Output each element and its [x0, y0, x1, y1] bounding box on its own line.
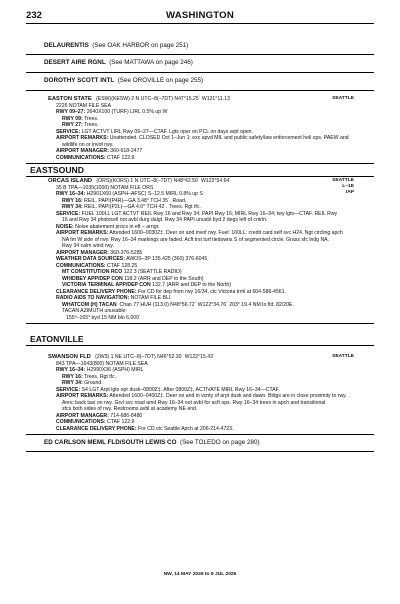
airport-identifier-line: (2W3) 1 NE UTC–8(–7DT) N46°52.30´ W122°15.43´: [95, 354, 215, 360]
entry-name: ED CARLSON MEML FLD/SOUTH LEWIS CO: [44, 439, 177, 446]
service-line: SERVICE: FUEL 100LL LGT ACTVT REIL Rwy 16 and Rwy 34; PAPI Rwy 16; MIRL Rwy 16–34; twy lgts—CTAF. REIL Rwy: [56, 210, 338, 217]
airport-remarks: AIRPORT REMARKS: Attended 1600–0400Z‡. Deer on and in vcnty of arpt dusk and dawn. Bldgs are in close proximity to rwy.: [56, 393, 347, 399]
approach-plates: IAP: [345, 190, 354, 196]
entry-divider: [26, 90, 374, 91]
entry-reference: (See OROVILLE on page 255): [117, 77, 204, 84]
enroute-chart: L–1E: [342, 184, 354, 190]
entry-name: DOROTHY SCOTT INTL: [44, 77, 115, 84]
entry-delaurentis: [44, 43, 188, 49]
runway-end-16: RWY 16: Trees. Rgt tfc.: [62, 373, 117, 380]
sectional-chart: SEATTLE: [332, 178, 354, 183]
airport-header-line: [48, 178, 231, 184]
airport-info-line: 843 TPA—1643(800) NOTAM FILE SEA: [56, 360, 148, 367]
page-number: 232: [26, 10, 43, 21]
runway-line: RWY 09–27: 2640X100 (TURF) LIRL 0.5% up W: [56, 109, 168, 115]
entry-ed-carlson: [44, 440, 260, 446]
airport-manager: AIRPORT MANAGER: 360-618-2477: [56, 148, 143, 154]
airport-remarks: AIRPORT REMARKS: Unattended. CLOSED Oct 1–Jun 1; exc apvd MIL and public safety/law enforcement heli ops. PAEW and: [56, 135, 349, 141]
airport-name: SWANSON FLD: [48, 354, 91, 360]
entry-divider: [26, 323, 374, 324]
entry-reference: (See OAK HARBOR on page 251): [92, 42, 189, 49]
state-title: WASHINGTON: [166, 10, 234, 21]
airport-remarks-cont: NA fm W side of rwy. Rwy 16–34 markings are faded. Acft trst turf tiedowns S of segmented circle. Grass sfc lndg NA.: [62, 236, 330, 243]
weather-data-sources: WEATHER DATA SOURCES: AWOS–3P 135.425 (360) 376-6045.: [56, 256, 209, 262]
section-rule: [26, 345, 374, 346]
airport-manager: AIRPORT MANAGER: 714-686-8480: [56, 412, 143, 419]
airport-info-line: 2226 NOTAM FILE SEA: [56, 102, 112, 109]
airport-identifier-line: (ORS)(KORS) 1 N UTC–8(–7DT) N48°42.50´ W122°54.64´: [96, 178, 232, 184]
entry-dorothy-scott: [44, 78, 203, 84]
radio-aids: RADIO AIDS TO NAVIGATION: NOTAM FILE BLI.: [56, 295, 172, 301]
runway-end-34: RWY 34: Ground.: [62, 380, 103, 386]
navaid-line: WHATCOM (H) TACAN Chan 77 HUH (113.0) N48°56.72´ W122°34.76´ 203° 19.4 NM to fld. 82/20E.: [62, 301, 294, 308]
city-heading: EASTSOUND: [30, 165, 84, 175]
city-heading: EATONVILLE: [30, 334, 84, 344]
runway-end-09: RWY 09: Trees.: [62, 115, 99, 122]
entry-divider: [26, 163, 374, 164]
entry-divider: [26, 434, 374, 435]
entry-reference: (See MATTAWA on page 246): [109, 59, 193, 66]
effective-dates: NW, 14 MAY 2026 to 9 JUL 2026: [163, 572, 237, 577]
entry-name: DESERT AIRE RGNL: [44, 59, 106, 66]
entry-divider: [26, 451, 374, 452]
airport-info-line: 35 B TPA—1035(1000) NOTAM FILE ORS: [56, 184, 154, 191]
approach-control-line: VICTORIA TERMINAL APP/DEP CON 132.7 (ARR and DEP to the North): [62, 282, 231, 288]
runway-line: RWY 16–34: H2901X60 (ASPH–AFSC) S–12.5 MIRL 0.8% up S: [56, 191, 203, 197]
airport-identifier-line: (ESW)(KESW) 2 N UTC–8(–7DT) N47°15.25´ W121°11.13´: [96, 96, 232, 102]
service-line-cont: 16 and Rwy 34 photocell not avbl durg dalgt. Rwy 34 PAPI unusbl byd 2 degs left of cntrln.: [62, 217, 268, 223]
airport-remarks-cont: sfcs both sides of rwy. Restrooms avbl at academy NE end.: [62, 406, 198, 412]
communications: COMMUNICATIONS: CTAF 122.9: [56, 154, 135, 161]
clearance-delivery: CLEARANCE DELIVERY PHONE: For CD for dep from rwy 16/34, ctc Victoria trml at 604-586-4561.: [56, 288, 286, 295]
entry-divider: [26, 72, 374, 73]
airport-manager: AIRPORT MANAGER: 360-376-5285: [56, 249, 143, 256]
approach-control-line: WHIDBEY APP/DEP CON 118.2 (ARR and DEP to the South): [62, 275, 204, 282]
sectional-chart: SEATTLE: [332, 354, 354, 359]
noise-line: NOISE: Noise abatement procs in eft – arngr.: [56, 223, 160, 230]
airport-remarks: AIRPORT REMARKS: Attended 1600–0030Z‡. Deer on and invof rwy. Fuel: 100LL: credit card self svc H24. Ngt circling apch: [56, 230, 343, 236]
communications: COMMUNICATIONS: CTAF 122.9: [56, 419, 135, 425]
service-line: SERVICE: S4 LGT Arpt lgts opr dusk–0800Z‡. After 0800Z‡, ACTIVATE MIRL Rwy 16–34—CTAF.: [56, 386, 280, 393]
entry-divider: [26, 54, 374, 55]
section-rule: [26, 176, 374, 177]
airport-header-line: [48, 96, 232, 102]
entry-desert-aire: [44, 60, 193, 66]
airport-name: ORCAS ISLAND: [48, 178, 93, 184]
sectional-chart: SEATTLE: [332, 96, 354, 101]
runway-line: RWY 16–34: H2990X36 (ASPH) MIRL: [56, 367, 144, 373]
tacan-note: TACAN AZIMUTH unusable:: [62, 308, 127, 314]
entry-reference: (See TOLEDO on page 280): [179, 439, 260, 446]
entry-name: DELAURENTIS: [44, 42, 89, 49]
communications: COMMUNICATIONS: CTAF 128.25: [56, 262, 138, 269]
rco-line: MT CONSTITUTION RCO 122.3 (SEATTLE RADIO): [62, 269, 182, 275]
airport-remarks-cont: Annc back taxi on rwy. Grvl svc road amd Rwy 16–34 not avbl for acft ops. Rwy 16–34 trees in apch and transitional: [62, 399, 326, 406]
airport-name: EASTON STATE: [48, 96, 92, 102]
runway-end-16: RWY 16: REIL. PAPI(P4R)—GA 3.48° TCH 35´. Road.: [62, 197, 187, 204]
airport-header-line: [48, 354, 215, 360]
runway-end-34: RWY 34: REIL. PAPI(P2L)—GA 4.0° TCH 42´. Trees. Rgt tfc.: [62, 204, 201, 210]
airport-remarks-cont: Rwy 34 calm wind rwy.: [62, 243, 114, 249]
chart-references: [332, 178, 354, 196]
tacan-note-cont: 155°–165° byd 15 NM blo 6,000´: [66, 314, 141, 321]
service-line: SERVICE: LGT ACTVT LIRL Rwy 09–27—CTAF. Lgts oper on PCL on days arpt open.: [56, 128, 253, 135]
runway-end-27: RWY 27: Trees.: [62, 122, 99, 128]
airport-remarks-cont: wildlife on or invof rwy.: [62, 141, 114, 148]
clearance-delivery: CLEARANCE DELIVERY PHONE: For CD ctc Seattle Apch at 206-214-4723.: [56, 425, 234, 432]
header-rule: [26, 23, 374, 24]
